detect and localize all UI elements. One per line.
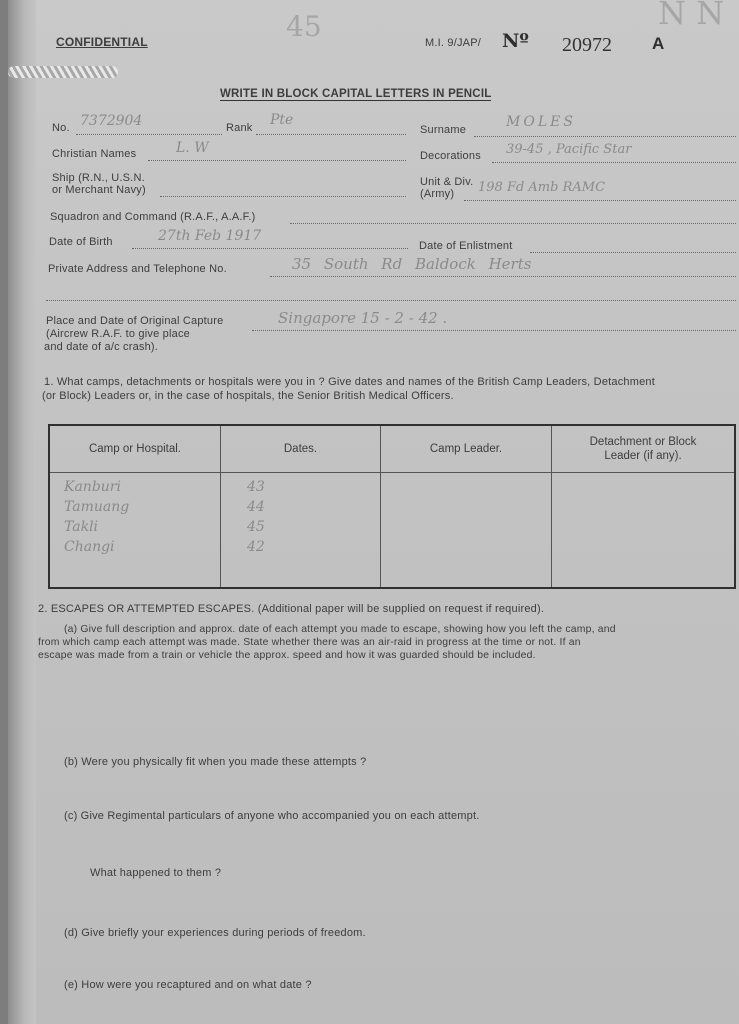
serial-number: 20972: [562, 34, 612, 56]
capture-value: Singapore 15 - 2 - 42 .: [278, 309, 448, 327]
ship-label-2: or Merchant Navy): [52, 184, 146, 196]
camps-table: [48, 424, 736, 589]
question-2d: (d) Give briefly your experiences during periods of freedom.: [64, 927, 366, 939]
binding-string: [8, 66, 118, 78]
question-2-heading: 2. ESCAPES OR ATTEMPTED ESCAPES. (Additional paper will be supplied on request if required).: [38, 603, 545, 615]
camp-leader-column: [381, 473, 552, 589]
decorations-value: 39-45 , Pacific Star: [506, 142, 632, 157]
date-entry: 42: [247, 539, 265, 555]
camp-entry: Tamuang: [64, 499, 130, 515]
classification-label: CONFIDENTIAL: [56, 35, 148, 49]
dob-label: Date of Birth: [49, 236, 113, 248]
camp-entry: Changi: [64, 539, 115, 555]
dob-value: 27th Feb 1917: [158, 228, 262, 244]
question-2c-followup: What happened to them ?: [90, 867, 222, 879]
ship-label-1: Ship (R.N., U.S.N.: [52, 172, 145, 184]
camps-column: [49, 473, 221, 589]
capture-label-1: Place and Date of Original Capture: [46, 315, 224, 327]
address-label: Private Address and Telephone No.: [48, 263, 227, 275]
date-entry: 45: [247, 519, 265, 535]
detachment-leader-column: [552, 473, 736, 589]
header-dates: Dates.: [221, 425, 381, 473]
instruction-heading: WRITE IN BLOCK CAPITAL LETTERS IN PENCIL: [220, 88, 492, 100]
christian-names-value: L. W: [176, 140, 209, 156]
stamp-number: 45: [286, 10, 322, 43]
question-2c: (c) Give Regimental particulars of anyone who accompanied you on each attempt.: [64, 810, 480, 822]
question-2a-line-3: escape was made from a train or vehicle the approx. speed and how it was guarded should be included.: [38, 650, 536, 661]
no-value: 7372904: [80, 113, 143, 129]
number-label: Nº: [502, 30, 529, 52]
question-2e: (e) How were you recaptured and on what date ?: [64, 979, 312, 991]
unit-label-1: Unit & Div.: [420, 176, 474, 188]
rank-value: Pte: [270, 112, 294, 128]
unit-label-2: (Army): [420, 188, 455, 200]
form-reference: M.I. 9/JAP/: [425, 37, 481, 49]
capture-label-2: (Aircrew R.A.F. to give place: [46, 328, 190, 340]
serial-suffix: A: [652, 34, 665, 53]
rank-label: Rank: [226, 122, 253, 134]
question-1-text: 1. What camps, detachments or hospitals were you in ? Give dates and names of the British Camp Leaders, Detachment: [44, 376, 655, 388]
header-camp: Camp or Hospital.: [49, 425, 221, 473]
dates-column: [221, 473, 381, 589]
binding-edge: [8, 0, 36, 1024]
capture-label-3: and date of a/c crash).: [44, 341, 159, 353]
address-value: 35 South Rd Baldock Herts: [292, 255, 532, 273]
date-entry: 43: [247, 479, 265, 495]
corner-mark: N N: [658, 0, 725, 32]
no-label: No.: [52, 122, 70, 134]
surname-value: MOLES: [506, 114, 576, 130]
enlistment-label: Date of Enlistment: [419, 240, 513, 252]
unit-value: 198 Fd Amb RAMC: [478, 180, 606, 195]
camp-entry: Takli: [64, 519, 99, 535]
squadron-label: Squadron and Command (R.A.F., A.A.F.): [50, 211, 256, 223]
date-entry: 44: [247, 499, 265, 515]
question-1-text-2: (or Block) Leaders or, in the case of hospitals, the Senior British Medical Officers.: [42, 390, 454, 402]
header-detachment-leader: Detachment or Block Leader (if any).: [552, 425, 736, 473]
header-camp-leader: Camp Leader.: [381, 425, 552, 473]
decorations-label: Decorations: [420, 150, 481, 162]
question-2b: (b) Were you physically fit when you made these attempts ?: [64, 756, 367, 768]
question-2a-line-1: (a) Give full description and approx. date of each attempt you made to escape, showing how you left the camp, and: [64, 624, 616, 635]
christian-names-label: Christian Names: [52, 148, 137, 160]
question-2a-line-2: from which camp each attempt was made. State whether there was an air-raid in progress at the time or not. If an: [38, 637, 581, 648]
surname-label: Surname: [420, 124, 467, 136]
form-sheet: [8, 0, 739, 1024]
camp-entry: Kanburi: [64, 479, 121, 495]
